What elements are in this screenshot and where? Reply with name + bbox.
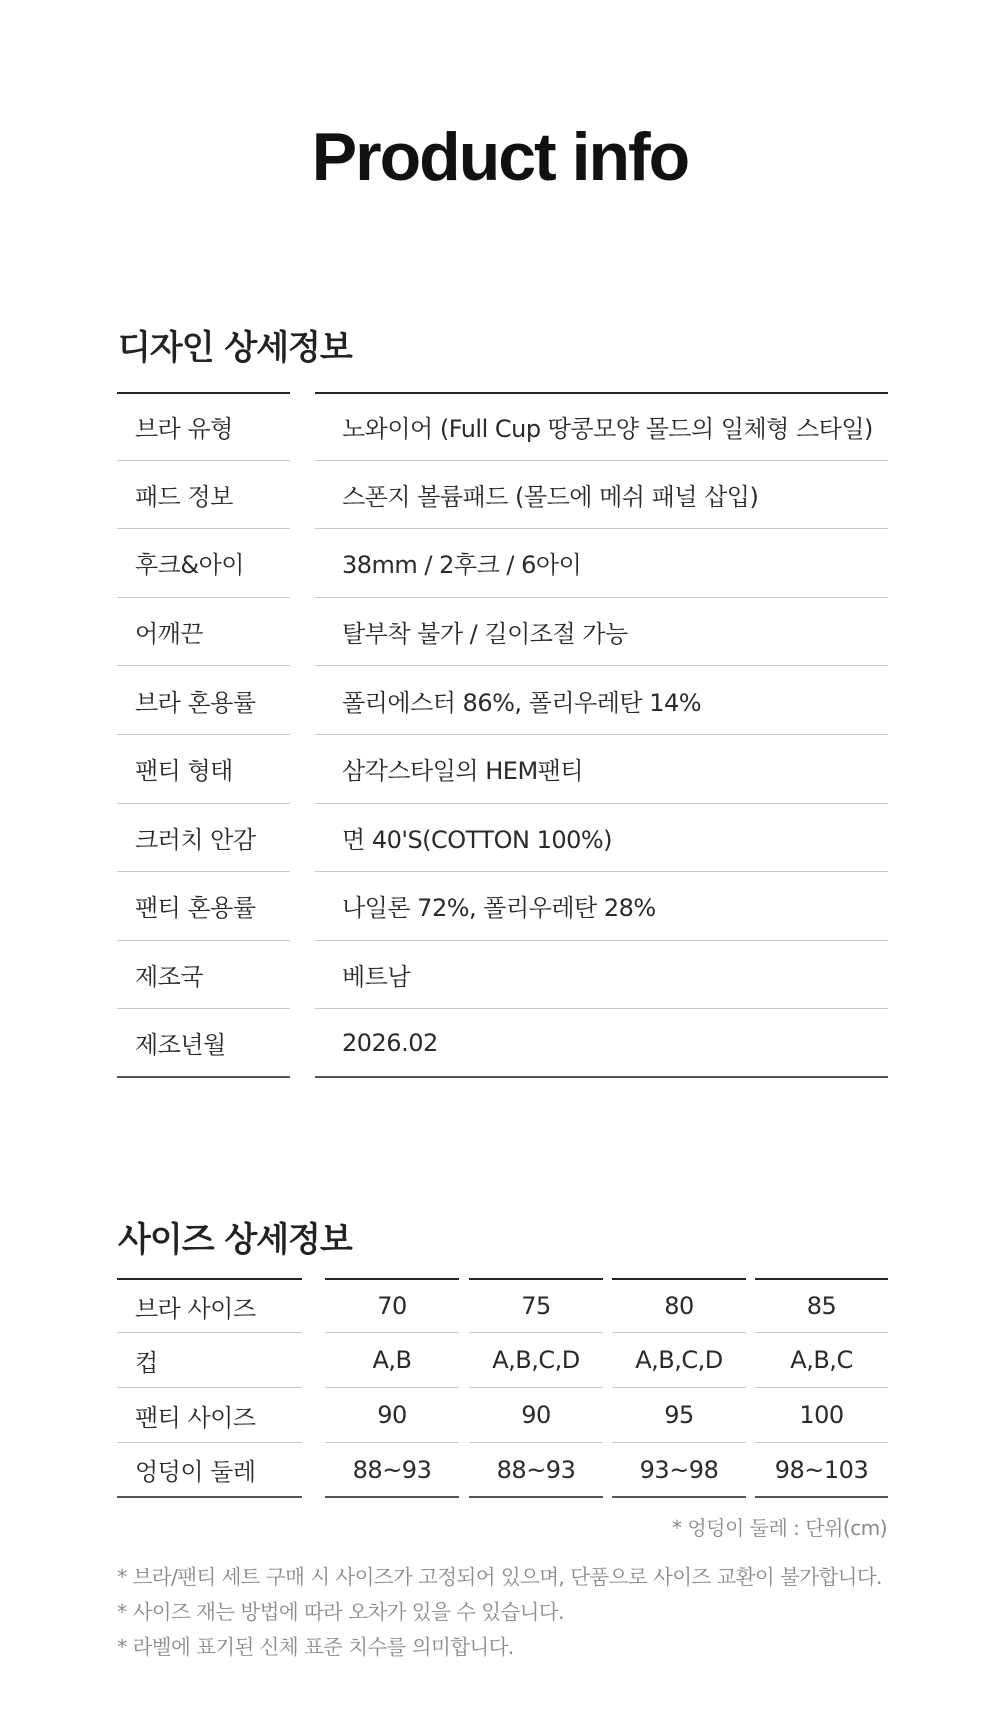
note-item: * 사이즈 재는 방법에 따라 오차가 있을 수 있습니다.	[117, 1600, 564, 1624]
size-cell: A,B,C,D	[612, 1333, 746, 1388]
size-cell: A,B,C	[755, 1333, 888, 1388]
row-value: 스폰지 볼륨패드 (몰드에 메쉬 패널 삽입)	[315, 461, 888, 530]
row-value: 탈부착 불가 / 길이조절 가능	[315, 598, 888, 667]
row-label: 제조국	[117, 941, 290, 1010]
row-label: 후크&아이	[117, 529, 290, 598]
row-value: 노와이어 (Full Cup 땅콩모양 몰드의 일체형 스타일)	[315, 392, 888, 461]
row-label: 어깨끈	[117, 598, 290, 667]
size-cell: 85	[755, 1278, 888, 1333]
row-value: 38mm / 2후크 / 6아이	[315, 529, 888, 598]
row-value: 삼각스타일의 HEM팬티	[315, 735, 888, 804]
note-item: * 라벨에 표기된 신체 표준 치수를 의미합니다.	[117, 1635, 514, 1659]
size-cell: 80	[612, 1278, 746, 1333]
size-cell: 95	[612, 1388, 746, 1443]
row-label: 브라 유형	[117, 392, 290, 461]
table-row	[117, 804, 888, 873]
size-cell: 70	[325, 1278, 459, 1333]
table-row	[117, 1278, 888, 1333]
design-section-title: 디자인 상세정보	[118, 328, 352, 368]
table-row	[117, 1009, 888, 1078]
row-label: 패드 정보	[117, 461, 290, 530]
row-label: 팬티 형태	[117, 735, 290, 804]
size-cell: 93~98	[612, 1443, 746, 1498]
row-value: 면 40'S(COTTON 100%)	[315, 804, 888, 873]
table-row	[117, 1333, 888, 1388]
table-row	[117, 666, 888, 735]
row-label: 브라 혼용률	[117, 666, 290, 735]
table-row	[117, 941, 888, 1010]
table-row	[117, 598, 888, 667]
size-cell: 100	[755, 1388, 888, 1443]
size-cell: 75	[469, 1278, 603, 1333]
size-cell: 90	[325, 1388, 459, 1443]
size-cell: 90	[469, 1388, 603, 1443]
table-row	[117, 872, 888, 941]
size-section-title: 사이즈 상세정보	[118, 1220, 352, 1260]
table-row	[117, 1388, 888, 1443]
row-label: 팬티 혼용률	[117, 872, 290, 941]
design-info-table	[117, 392, 888, 1078]
size-cell: A,B,C,D	[469, 1333, 603, 1388]
table-row	[117, 1443, 888, 1498]
row-value: 나일론 72%, 폴리우레탄 28%	[315, 872, 888, 941]
row-label: 제조년월	[117, 1009, 290, 1078]
notes-list	[117, 1560, 882, 1665]
unit-note: * 엉덩이 둘레 : 단위(cm)	[672, 1516, 887, 1540]
note-item: * 브라/팬티 세트 구매 시 사이즈가 고정되어 있으며, 단품으로 사이즈 교환이 불가합니다.	[117, 1565, 882, 1589]
size-cell: 88~93	[469, 1443, 603, 1498]
size-cell: 98~103	[755, 1443, 888, 1498]
table-row	[117, 461, 888, 530]
row-label: 엉덩이 둘레	[117, 1443, 302, 1498]
row-label: 팬티 사이즈	[117, 1388, 302, 1443]
size-cell: A,B	[325, 1333, 459, 1388]
row-label: 컵	[117, 1333, 302, 1388]
row-label: 크러치 안감	[117, 804, 290, 873]
table-row	[117, 529, 888, 598]
table-row	[117, 392, 888, 461]
table-row	[117, 735, 888, 804]
size-info-table	[117, 1278, 888, 1498]
page-title: Product info	[311, 119, 689, 195]
size-cell: 88~93	[325, 1443, 459, 1498]
row-value: 베트남	[315, 941, 888, 1010]
row-value: 폴리에스터 86%, 폴리우레탄 14%	[315, 666, 888, 735]
row-label: 브라 사이즈	[117, 1278, 302, 1333]
row-value: 2026.02	[315, 1009, 888, 1078]
